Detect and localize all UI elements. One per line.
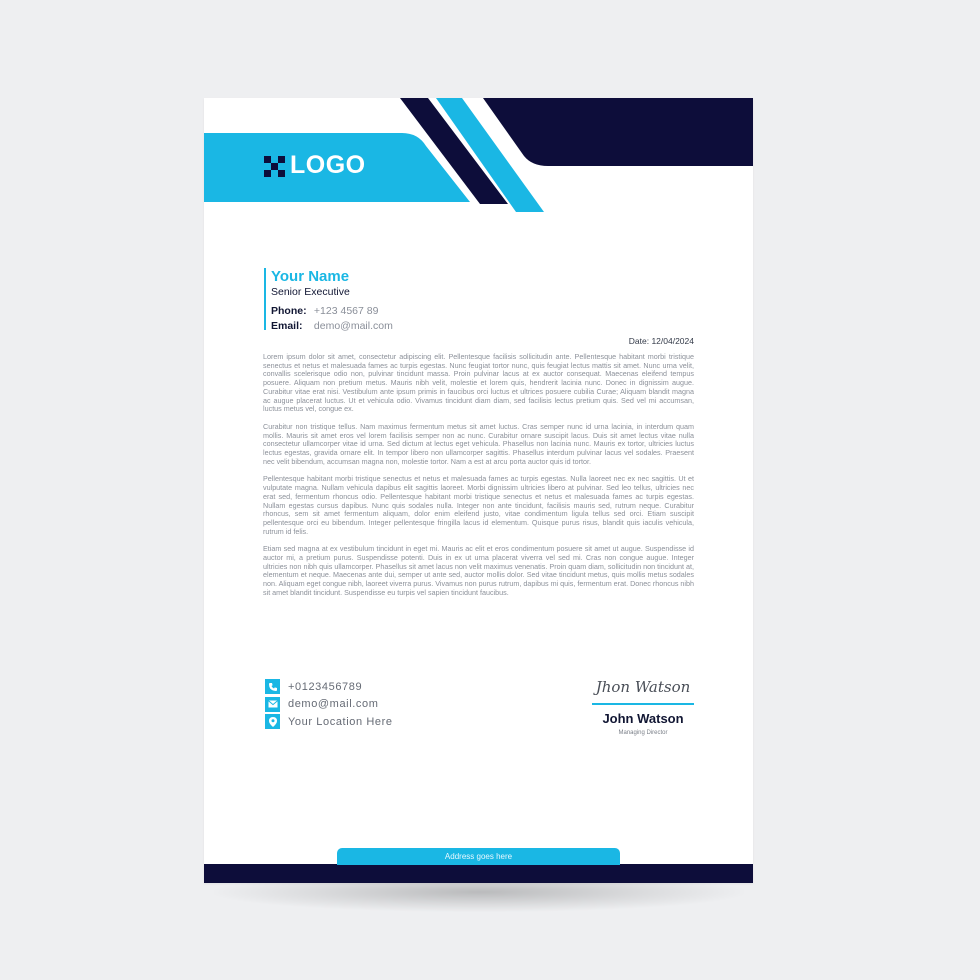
body-paragraph: Lorem ipsum dolor sit amet, consectetur adipiscing elit. Pellentesque facilisis sollicitudin ante. Pellentesque habitant morbi tristique senectus et netus et malesuada fames ac turpis egestas. Nunc feugiat tortor nunc, quis feugiat lectus mattis sit amet. Nunc urna velit, convallis scelerisque odio non, pulvinar tincidunt massa. Proin pulvinar lacus at ex auctor consequat. Maecenas eleifend tempus posuere. Aliquam non pretium metus. Mauris nibh velit, molestie et lorem quis, hendrerit lacinia nunc. Donec in dignissim augue. Curabitur vitae erat nisi. Vestibulum ante ipsum primis in faucibus orci luctus et ultrices posuere cubilia Curae; Aliquam blandit magna ac augue placerat luctus. Ut et vehicula odio. Vivamus tincidunt diam diam, sed facilisis lectus pretium quis. Sed vel mi accumsan, luctus metus vel, congue ex. [263, 352, 694, 414]
body-paragraph: Etiam sed magna at ex vestibulum tincidunt in eget mi. Mauris ac elit et eros condimentum posuere sit amet ut augue. Suspendisse id auctor mi, a pretium purus. Suspendisse potenti. Duis in ex ut urna placerat viverra vel sed mi. Cras non congue augue. Integer ultricies non nibh quis ullamcorper. Phasellus sit amet lacus non velit maximus venenatis. Proin quam diam, sollicitudin non tincidunt at, elementum et neque. Maecenas ante dui, semper ut ante sed, auctor mollis dolor. Sed vitae tincidunt metus, quis mollis metus sodales non. Aliquam eget congue nibh, laoreet viverra purus. Vivamus non purus rutrum, dapibus mi quis, fermentum erat. Donec rhoncus nibh sit amet blandit tincidunt. Suspendisse eu turpis vel sapien tincidunt faucibus. [263, 544, 694, 597]
footer-contacts [265, 678, 393, 731]
handwritten-signature [589, 670, 697, 702]
body-paragraph: Pellentesque habitant morbi tristique senectus et netus et malesuada fames ac turpis egestas. Nulla laoreet nec ex nec sagittis. Ut et vulputate magna. Nullam vehicula dapibus elit sagittis laoreet. Morbi dignissim ultricies libero at pulvinar. Sed leo tellus, ultricies nec erat sed, fermentum rhoncus odio. Pellentesque habitant morbi tristique senectus et netus et malesuada fames ac turpis egestas. Nullam egestas cursus dapibus. Nunc quis sodales nulla. Integer non ante tincidunt, facilisis mauris sed, rutrum neque. Curabitur rhoncus, sem sit amet fermentum aliquam, dolor enim eleifend justo, vitae condimentum ligula tellus sed orci. Etiam suscipit pellentesque orci eu bibendum. Integer pellentesque fringilla lacus id elementum. Quisque purus risus, blandit quis iaculis vehicula, rutrum id felis. [263, 474, 694, 536]
signature-script-text: Jhon Watson [595, 678, 691, 696]
signature-block [589, 670, 697, 738]
sender-phone-row [271, 304, 393, 319]
body-paragraph: Curabitur non tristique tellus. Nam maximus fermentum metus sit amet luctus. Cras semper nunc id urna lacinia, in interdum quam mollis. Mauris sit amet eros vel lorem facilisis semper non ac nunc. Curabitur ornare suscipit lacus. Duis sit amet lectus vitae nulla consectetur ullamcorper vitae id urna. Sed dictum at lectus eget vehicula. Phasellus non lacinia nunc. Mauris ex tortor, ultricies luctus lectus egestas, gravida ornare elit. In tempor libero non ullamcorper sagittis. Phasellus interdum pulvinar lacus vel sodales. Praesent nec velit bibendum, accumsan magna non, molestie tortor. Nam a est at arcu porta auctor quis id tortor. [263, 421, 694, 466]
contact-email-row [265, 696, 393, 714]
contact-phone: +0123456789 [288, 680, 363, 693]
sender-email: demo@mail.com [313, 320, 393, 332]
sender-block [264, 268, 393, 330]
signer-title: Managing Director [618, 730, 668, 736]
contact-location-row [265, 713, 393, 731]
logo-text: LOGO [290, 151, 366, 179]
header-graphic [204, 98, 753, 218]
letterhead-page [204, 98, 753, 883]
sender-title: Senior Executive [271, 286, 350, 298]
logo-mark-icon [264, 156, 286, 178]
sender-phone: +123 4567 89 [313, 305, 379, 317]
sender-name: Your Name [271, 268, 350, 285]
footer-bar [204, 864, 753, 883]
phone-icon [265, 679, 280, 694]
signature-line [592, 703, 694, 705]
address-bar: Address goes here [337, 848, 620, 865]
sender-phone-label: Phone: [271, 305, 307, 317]
contact-email: demo@mail.com [288, 698, 379, 711]
header-navy-band [483, 98, 753, 166]
contact-phone-row [265, 678, 393, 696]
signer-name: John Watson [602, 711, 684, 726]
letter-date: Date: 12/04/2024 [628, 336, 694, 346]
contact-location: Your Location Here [288, 715, 393, 728]
sender-email-label: Email: [271, 320, 303, 332]
location-pin-icon [265, 714, 280, 729]
envelope-icon [265, 697, 280, 712]
sender-email-row [271, 319, 393, 334]
letter-body [263, 353, 694, 607]
